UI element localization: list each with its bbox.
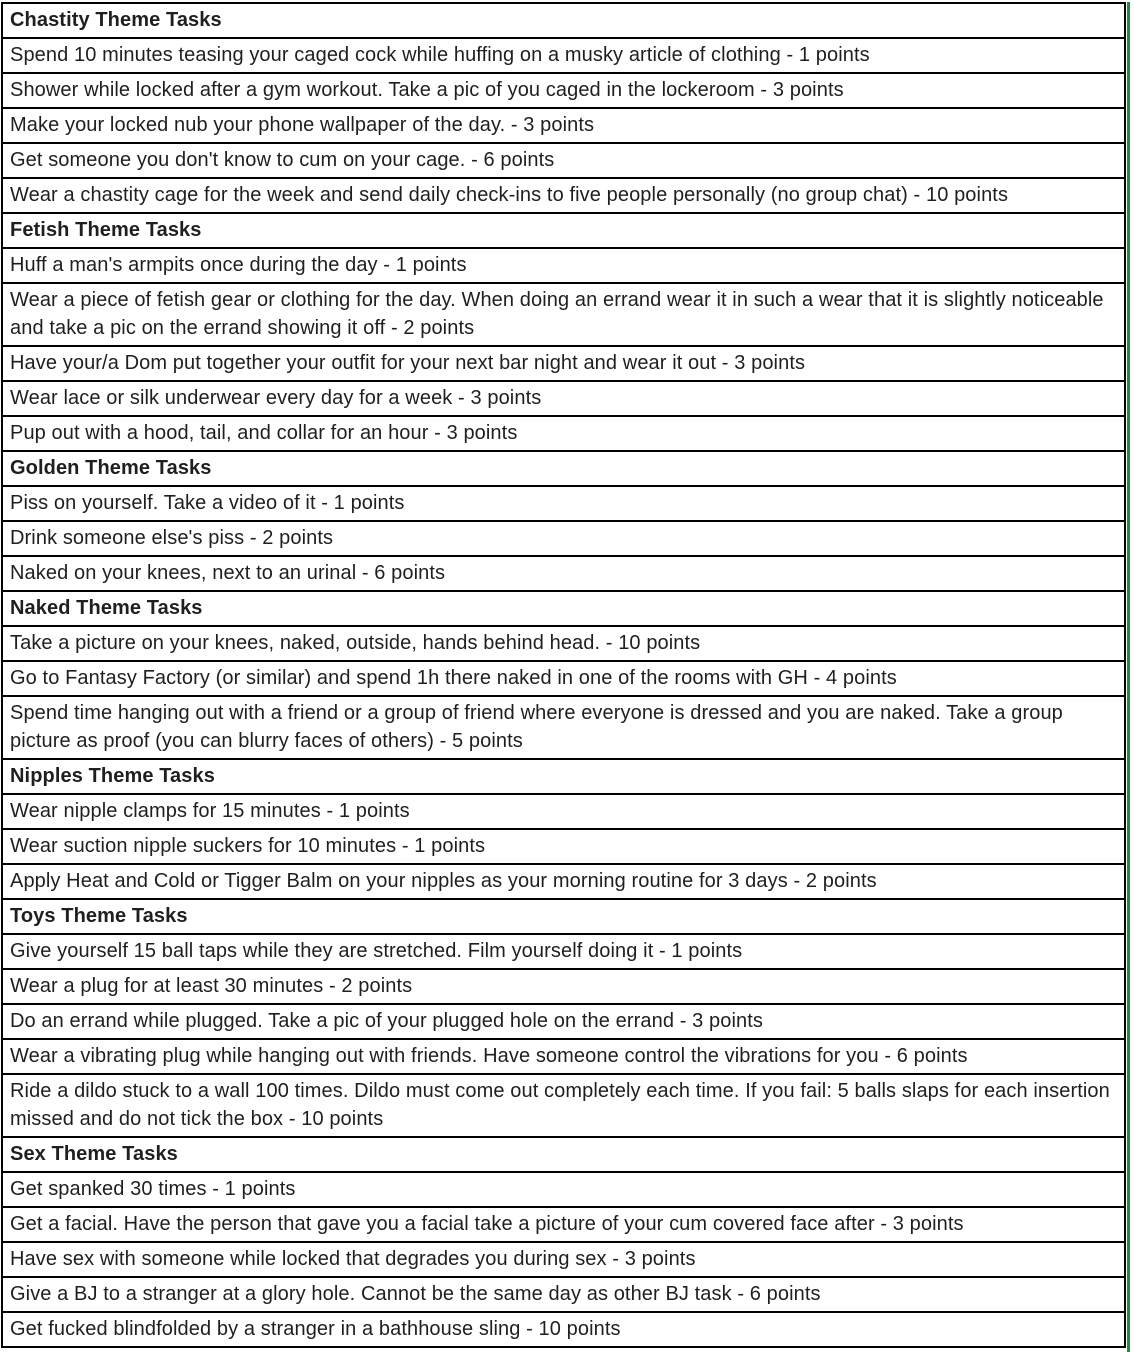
task-row xyxy=(2,73,1125,108)
section-header-row xyxy=(2,3,1125,38)
task-cell: Get fucked blindfolded by a stranger in a bathhouse sling - 10 points xyxy=(2,1312,1125,1347)
task-cell: Shower while locked after a gym workout. Take a pic of you caged in the lockeroom - 3 points xyxy=(2,73,1125,108)
section-header-row xyxy=(2,213,1125,248)
section-header-row xyxy=(2,591,1125,626)
task-cell: Pup out with a hood, tail, and collar for an hour - 3 points xyxy=(2,416,1125,451)
task-row xyxy=(2,1312,1125,1347)
section-header: Toys Theme Tasks xyxy=(2,899,1125,934)
task-row xyxy=(2,381,1125,416)
task-row xyxy=(2,346,1125,381)
task-row xyxy=(2,556,1125,591)
task-cell: Drink someone else's piss - 2 points xyxy=(2,521,1125,556)
task-cell: Have your/a Dom put together your outfit for your next bar night and wear it out - 3 points xyxy=(2,346,1125,381)
task-row xyxy=(2,1074,1125,1137)
task-cell: Spend time hanging out with a friend or a group of friend where everyone is dressed and you are naked. Take a group picture as proof (you can blurry faces of others) - 5 points xyxy=(2,696,1125,759)
task-row xyxy=(2,1004,1125,1039)
task-row xyxy=(2,38,1125,73)
task-row xyxy=(2,1172,1125,1207)
task-row xyxy=(2,1277,1125,1312)
task-row xyxy=(2,829,1125,864)
task-cell: Huff a man's armpits once during the day - 1 points xyxy=(2,248,1125,283)
task-row xyxy=(2,178,1125,213)
section-header: Golden Theme Tasks xyxy=(2,451,1125,486)
section-header: Nipples Theme Tasks xyxy=(2,759,1125,794)
task-cell: Wear a plug for at least 30 minutes - 2 points xyxy=(2,969,1125,1004)
task-cell: Wear a vibrating plug while hanging out with friends. Have someone control the vibrations for you - 6 points xyxy=(2,1039,1125,1074)
task-cell: Wear nipple clamps for 15 minutes - 1 points xyxy=(2,794,1125,829)
task-cell: Get a facial. Have the person that gave you a facial take a picture of your cum covered face after - 3 points xyxy=(2,1207,1125,1242)
task-cell: Give a BJ to a stranger at a glory hole. Cannot be the same day as other BJ task - 6 points xyxy=(2,1277,1125,1312)
task-row xyxy=(2,1242,1125,1277)
task-cell: Take a picture on your knees, naked, outside, hands behind head. - 10 points xyxy=(2,626,1125,661)
task-row xyxy=(2,248,1125,283)
section-header-row xyxy=(2,1137,1125,1172)
task-cell: Ride a dildo stuck to a wall 100 times. Dildo must come out completely each time. If you fail: 5 balls slaps for each insertion missed and do not tick the box - 10 points xyxy=(2,1074,1125,1137)
task-cell: Give yourself 15 ball taps while they are stretched. Film yourself doing it - 1 points xyxy=(2,934,1125,969)
task-cell: Do an errand while plugged. Take a pic of your plugged hole on the errand - 3 points xyxy=(2,1004,1125,1039)
task-cell: Go to Fantasy Factory (or similar) and spend 1h there naked in one of the rooms with GH - 4 points xyxy=(2,661,1125,696)
task-cell: Get spanked 30 times - 1 points xyxy=(2,1172,1125,1207)
task-cell: Wear suction nipple suckers for 10 minutes - 1 points xyxy=(2,829,1125,864)
task-row xyxy=(2,626,1125,661)
task-cell: Apply Heat and Cold or Tigger Balm on your nipples as your morning routine for 3 days - 2 points xyxy=(2,864,1125,899)
section-header: Chastity Theme Tasks xyxy=(2,3,1125,38)
task-row xyxy=(2,969,1125,1004)
task-row xyxy=(2,794,1125,829)
task-cell: Piss on yourself. Take a video of it - 1 points xyxy=(2,486,1125,521)
task-cell: Wear a piece of fetish gear or clothing for the day. When doing an errand wear it in such a wear that it is slightly noticeable and take a pic on the errand showing it off - 2 points xyxy=(2,283,1125,346)
section-header: Naked Theme Tasks xyxy=(2,591,1125,626)
green-edge-strip xyxy=(1127,2,1130,1352)
task-row xyxy=(2,661,1125,696)
task-row xyxy=(2,108,1125,143)
section-header-row xyxy=(2,759,1125,794)
task-cell: Get someone you don't know to cum on your cage. - 6 points xyxy=(2,143,1125,178)
task-cell: Spend 10 minutes teasing your caged cock while huffing on a musky article of clothing - 1 points xyxy=(2,38,1125,73)
task-row xyxy=(2,416,1125,451)
task-row xyxy=(2,143,1125,178)
task-cell: Wear a chastity cage for the week and send daily check-ins to five people personally (no group chat) - 10 points xyxy=(2,178,1125,213)
section-header-row xyxy=(2,451,1125,486)
section-header: Fetish Theme Tasks xyxy=(2,213,1125,248)
task-cell: Wear lace or silk underwear every day for a week - 3 points xyxy=(2,381,1125,416)
task-row xyxy=(2,1039,1125,1074)
task-row xyxy=(2,283,1125,346)
tasks-table xyxy=(1,2,1126,1348)
tasks-table-body xyxy=(2,3,1125,1347)
section-header-row xyxy=(2,899,1125,934)
task-row xyxy=(2,696,1125,759)
task-cell: Have sex with someone while locked that degrades you during sex - 3 points xyxy=(2,1242,1125,1277)
task-row xyxy=(2,521,1125,556)
section-header: Sex Theme Tasks xyxy=(2,1137,1125,1172)
task-cell: Make your locked nub your phone wallpaper of the day. - 3 points xyxy=(2,108,1125,143)
task-row xyxy=(2,1207,1125,1242)
task-row xyxy=(2,934,1125,969)
task-row xyxy=(2,486,1125,521)
task-cell: Naked on your knees, next to an urinal - 6 points xyxy=(2,556,1125,591)
task-row xyxy=(2,864,1125,899)
